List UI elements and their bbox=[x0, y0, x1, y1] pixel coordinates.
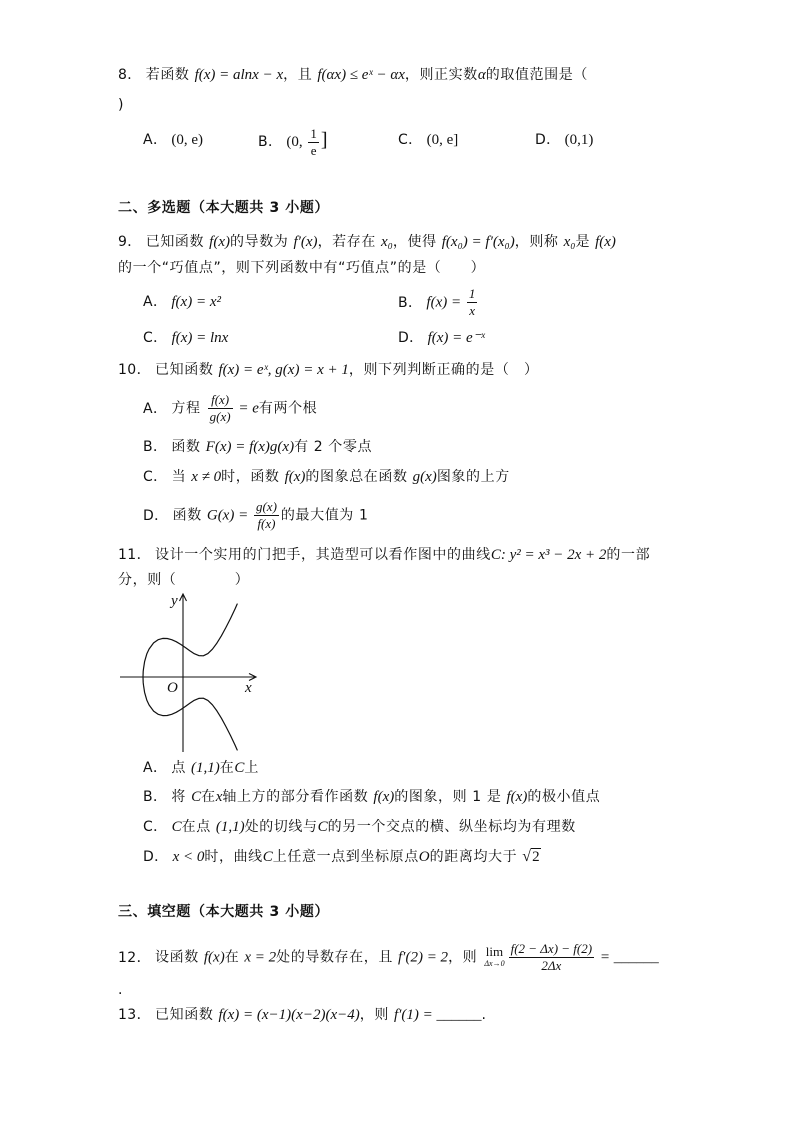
option-math: C bbox=[171, 819, 182, 835]
option-text: 当 bbox=[171, 469, 192, 485]
q9-math-3: x₀ bbox=[381, 234, 393, 250]
option-text: 时，曲线 bbox=[204, 849, 263, 865]
q10-text-2: ，则下列判断正确的是（ ） bbox=[348, 362, 539, 378]
q13-period: . bbox=[481, 1007, 487, 1023]
option-text: 方程 bbox=[171, 400, 206, 417]
q9-text-6: 是 bbox=[575, 234, 596, 250]
option-text: 有 2 个零点 bbox=[294, 439, 373, 455]
option-text: 的距离均大于 bbox=[429, 849, 523, 865]
q8-text-2: ，且 bbox=[283, 67, 318, 83]
option-value: (0,1) bbox=[564, 132, 594, 148]
option-math: f(x) bbox=[284, 469, 306, 485]
radical-sign: √ bbox=[522, 848, 532, 865]
q8-text-4: 的取值范围是（ bbox=[485, 67, 588, 83]
q8-math-2: f(αx) ≤ eˣ − αx bbox=[317, 67, 405, 83]
option-label: B． bbox=[143, 439, 168, 455]
option-text: 上 bbox=[244, 760, 260, 776]
option-text: 将 bbox=[171, 789, 192, 805]
question-number: 11． bbox=[118, 547, 152, 563]
q9-math-2: f′(x) bbox=[293, 234, 318, 250]
option-math: C bbox=[317, 819, 328, 835]
option-math: x bbox=[215, 789, 223, 805]
fraction-denominator: e bbox=[310, 142, 317, 158]
option-math: x < 0 bbox=[172, 849, 205, 865]
option-label: D． bbox=[143, 507, 169, 524]
option-math: g(x) bbox=[412, 469, 437, 485]
question-number: 12． bbox=[118, 949, 152, 966]
q8-closing-paren: ) bbox=[118, 97, 125, 113]
q10-option-b bbox=[143, 432, 372, 462]
option-text: 处的切线与 bbox=[244, 819, 318, 835]
fraction-denominator: g(x) bbox=[209, 409, 231, 424]
origin-label: O bbox=[167, 680, 178, 696]
q10-option-d bbox=[143, 500, 368, 530]
option-text: 有两个根 bbox=[258, 400, 318, 417]
question-number: 10． bbox=[118, 362, 152, 378]
fraction-numerator: g(x) bbox=[255, 499, 277, 514]
q8-math-1: f(x) = alnx − x bbox=[194, 67, 284, 83]
q8-line2 bbox=[118, 90, 124, 120]
option-math: x ≠ 0 bbox=[191, 469, 222, 485]
q8-text-3: ，则正实数 bbox=[404, 67, 478, 83]
option-math: G(x) = bbox=[206, 507, 252, 524]
q9-math-6: f(x) bbox=[595, 234, 616, 250]
q11-option-b bbox=[143, 782, 600, 812]
q10-line1 bbox=[118, 355, 539, 385]
question-number: 8． bbox=[118, 67, 142, 83]
option-label: A． bbox=[143, 760, 168, 776]
section-title-fill-in: 三、填空题（本大题共 3 小题） bbox=[118, 904, 330, 920]
q13-line1 bbox=[118, 1000, 487, 1030]
option-text: 时，函数 bbox=[221, 469, 285, 485]
q10-text-1: 已知函数 bbox=[155, 362, 219, 378]
q8-math-3: α bbox=[477, 67, 486, 83]
option-value: f(x) = e⁻ˣ bbox=[427, 330, 485, 346]
q8-option-a bbox=[143, 125, 203, 155]
option-text: 的图象，则 1 是 bbox=[394, 789, 507, 805]
q9-text-3: ，若存在 bbox=[317, 234, 382, 250]
q12-text-1: 设函数 bbox=[155, 949, 204, 966]
option-label: C． bbox=[143, 819, 168, 835]
q8-option-b bbox=[258, 125, 328, 158]
answer-blank: ______ bbox=[613, 949, 659, 966]
q9-text-5: ，则称 bbox=[514, 234, 564, 250]
limit-operator bbox=[484, 943, 505, 970]
q10-option-c bbox=[143, 462, 510, 492]
q12-period: . bbox=[118, 982, 124, 998]
option-text: 的最大值为 1 bbox=[280, 507, 369, 524]
q12-math-2: x = 2 bbox=[244, 949, 277, 966]
option-text: 上任意一点到坐标原点 bbox=[272, 849, 419, 865]
fraction-denominator: f(x) bbox=[257, 516, 276, 531]
q13-text-2: ，则 bbox=[359, 1007, 394, 1023]
q8-option-d bbox=[535, 125, 593, 155]
option-value: (0, e) bbox=[171, 132, 204, 148]
option-text: 在 bbox=[201, 789, 216, 805]
limit-word: lim bbox=[485, 943, 504, 959]
option-text: 在点 bbox=[181, 819, 216, 835]
section-title-multiple-choice: 二、多选题（本大题共 3 小题） bbox=[118, 200, 330, 216]
question-number: 13． bbox=[118, 1007, 152, 1023]
q11-text-1: 设计一个实用的门把手，其造型可以看作图中的曲线 bbox=[155, 547, 491, 563]
option-math: C bbox=[262, 849, 273, 865]
option-text: 函数 bbox=[171, 439, 206, 455]
fraction-numerator: f(x) bbox=[208, 393, 233, 409]
option-label: C． bbox=[398, 132, 423, 148]
q9-option-a bbox=[143, 287, 221, 317]
option-text: 函数 bbox=[172, 507, 207, 524]
q9-math-5: x₀ bbox=[563, 234, 576, 250]
fraction bbox=[254, 500, 279, 531]
fraction bbox=[208, 393, 233, 424]
fraction bbox=[509, 942, 595, 973]
option-open: (0, bbox=[286, 134, 307, 150]
q11-option-a bbox=[143, 753, 259, 783]
q12-math-3: f′(2) = 2 bbox=[398, 949, 449, 966]
q11-text-2: 的一部 bbox=[606, 547, 651, 563]
option-value: (0, e] bbox=[426, 132, 459, 148]
q12-equals: = bbox=[596, 949, 614, 966]
q12-line1 bbox=[118, 942, 659, 972]
question-number: 9． bbox=[118, 234, 142, 250]
q11-option-d bbox=[143, 842, 541, 872]
radicand: 2 bbox=[532, 849, 540, 865]
q9-text-4: ，使得 bbox=[392, 234, 442, 250]
option-text: 图象的上方 bbox=[436, 469, 510, 485]
option-math: C bbox=[191, 789, 202, 805]
limit-subscript: Δx→0 bbox=[484, 958, 505, 968]
option-label: D． bbox=[143, 849, 169, 865]
option-label: C． bbox=[143, 469, 168, 485]
option-text: 在 bbox=[219, 760, 235, 776]
q13-math-2: f′(1) = bbox=[393, 1007, 437, 1023]
q9-math-1: f(x) bbox=[209, 234, 230, 250]
q9-text-1: 已知函数 bbox=[145, 234, 210, 250]
fraction bbox=[467, 287, 478, 318]
q13-text-1: 已知函数 bbox=[155, 1007, 219, 1023]
option-math: (1,1) bbox=[215, 819, 245, 835]
option-lhs: f(x) = bbox=[426, 294, 465, 311]
q8-text-1: 若函数 bbox=[145, 67, 195, 83]
option-label: A． bbox=[143, 294, 168, 310]
q9-line2 bbox=[118, 253, 485, 283]
option-math: C bbox=[234, 760, 245, 776]
q9-option-c bbox=[143, 323, 228, 353]
q11-math-1: C: y² = x³ − 2x + 2 bbox=[490, 547, 607, 563]
q9-option-b bbox=[398, 287, 479, 317]
y-axis-label: y bbox=[171, 593, 178, 609]
option-math: (1,1) bbox=[191, 760, 220, 776]
option-math: = e bbox=[234, 400, 259, 417]
q12-text-4: ，则 bbox=[448, 949, 483, 966]
option-text: 的图象总在函数 bbox=[305, 469, 413, 485]
fraction-numerator: 1 bbox=[310, 125, 317, 141]
option-math: f(x) bbox=[373, 789, 395, 805]
option-math: f(x) bbox=[506, 789, 528, 805]
option-label: B． bbox=[258, 134, 283, 150]
fraction-numerator: f(2 − Δx) − f(2) bbox=[510, 941, 593, 956]
option-label: A． bbox=[143, 132, 168, 148]
q13-math-1: f(x) = (x−1)(x−2)(x−4) bbox=[218, 1007, 360, 1023]
option-text: 的另一个交点的横、纵坐标均为有理数 bbox=[327, 819, 576, 835]
option-label: A． bbox=[143, 400, 168, 417]
q10-math-1: f(x) = eˣ, g(x) = x + 1 bbox=[218, 362, 349, 378]
q11-text-3: 分，则（ ） bbox=[118, 572, 250, 588]
fraction-denominator: 2Δx bbox=[541, 958, 562, 973]
q12-text-2: 在 bbox=[224, 949, 245, 966]
option-label: D． bbox=[398, 330, 424, 346]
option-math: F(x) = f(x)g(x) bbox=[205, 439, 295, 455]
option-text: 点 bbox=[171, 760, 192, 776]
option-math: O bbox=[418, 849, 430, 865]
answer-blank: ______ bbox=[436, 1007, 482, 1023]
q8-line1 bbox=[118, 60, 588, 90]
option-text: 轴上方的部分看作函数 bbox=[222, 789, 374, 805]
option-text: 的极小值点 bbox=[527, 789, 601, 805]
x-axis-label: x bbox=[245, 680, 252, 696]
option-label: D． bbox=[535, 132, 561, 148]
q12-text-3: 处的导数存在，且 bbox=[276, 949, 398, 966]
q10-option-a bbox=[143, 393, 317, 423]
fraction-numerator: 1 bbox=[468, 286, 476, 301]
q9-text-7: 的一个“巧值点”，则下列函数中有“巧值点”的是（ ） bbox=[118, 260, 486, 276]
option-close: ] bbox=[320, 129, 328, 151]
q8-option-c bbox=[398, 125, 458, 155]
q9-option-d bbox=[398, 323, 485, 353]
q11-option-c bbox=[143, 812, 576, 842]
q9-text-2: 的导数为 bbox=[230, 234, 294, 250]
curve-figure bbox=[115, 590, 265, 755]
q9-math-4: f(x₀) = f′(x₀) bbox=[441, 234, 515, 250]
option-value: f(x) = lnx bbox=[171, 330, 229, 346]
option-value: f(x) = x² bbox=[171, 294, 221, 310]
q12-math-1: f(x) bbox=[203, 949, 225, 966]
option-label: C． bbox=[143, 330, 168, 346]
option-label: B． bbox=[143, 789, 168, 805]
square-root bbox=[522, 849, 540, 865]
option-label: B． bbox=[398, 294, 423, 311]
fraction bbox=[308, 127, 319, 158]
fraction-denominator: x bbox=[469, 303, 475, 318]
